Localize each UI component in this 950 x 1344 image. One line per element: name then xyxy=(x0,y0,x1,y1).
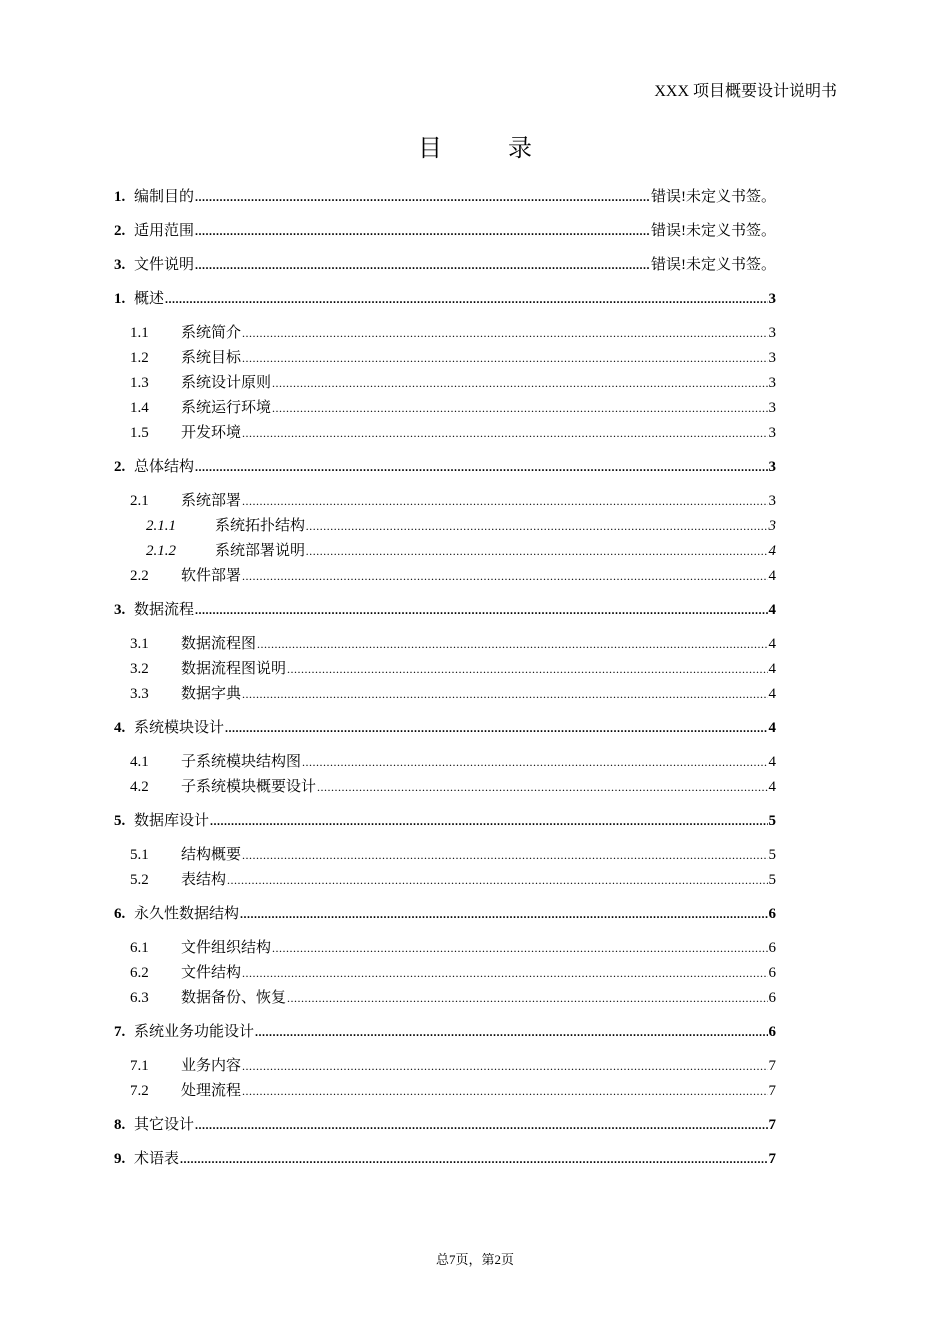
toc-dot-leader xyxy=(227,868,767,892)
toc-entry-title: 开发环境 xyxy=(181,425,242,441)
toc-dot-leader xyxy=(302,750,767,774)
toc-entry-page-number: 5 xyxy=(768,813,776,829)
toc-entry-title: 文件组织结构 xyxy=(181,940,272,956)
toc-entry[interactable] xyxy=(114,514,776,538)
toc-entry-page-number: 4 xyxy=(768,754,776,770)
toc-entry-title: 编制目的 xyxy=(134,189,195,205)
toc-entry-number: 2. xyxy=(114,223,126,239)
toc-entry-title: 数据流程 xyxy=(134,602,195,618)
toc-dot-leader xyxy=(242,1079,767,1103)
toc-entry-number: 3.1 xyxy=(130,636,149,652)
toc-entry-number: 5.2 xyxy=(130,872,149,888)
toc-entry-title: 表结构 xyxy=(181,872,227,888)
toc-entry-page-number: 3 xyxy=(768,291,776,307)
toc-entry[interactable] xyxy=(114,539,776,563)
toc-entry[interactable] xyxy=(114,750,776,774)
toc-entry-page-number: 5 xyxy=(768,872,776,888)
toc-dot-leader xyxy=(195,185,650,209)
toc-entry-page-number: 3 xyxy=(768,459,776,475)
toc-entry-title: 永久性数据结构 xyxy=(134,906,240,922)
toc-dot-leader xyxy=(242,421,767,445)
toc-entry[interactable] xyxy=(114,396,776,420)
toc-dot-leader xyxy=(242,843,767,867)
toc-entry-page-number: 4 xyxy=(768,602,776,618)
toc-title: 目 录 xyxy=(418,136,562,162)
toc-dot-leader xyxy=(287,986,767,1010)
toc-entry-title: 系统业务功能设计 xyxy=(134,1024,255,1040)
toc-dot-leader xyxy=(272,396,767,420)
toc-entry[interactable] xyxy=(114,371,776,395)
toc-entry-title: 数据流程图说明 xyxy=(181,661,287,677)
toc-entry[interactable] xyxy=(114,598,776,622)
toc-entry-title: 结构概要 xyxy=(181,847,242,863)
toc-entry-number: 2.1.2 xyxy=(146,543,176,559)
toc-entry[interactable] xyxy=(114,632,776,656)
toc-entry-page-number: 4 xyxy=(768,720,776,736)
toc-entry-number: 4. xyxy=(114,720,126,736)
toc-entry[interactable] xyxy=(114,843,776,867)
toc-entry-page-number: 错误!未定义书签。 xyxy=(651,257,776,273)
document-header-title: XXX 项目概要设计说明书 xyxy=(654,83,837,100)
toc-entry[interactable] xyxy=(114,775,776,799)
toc-entry-number: 3. xyxy=(114,602,126,618)
toc-dot-leader xyxy=(242,961,767,985)
toc-entry-page-number: 6 xyxy=(768,940,776,956)
toc-entry[interactable] xyxy=(114,902,776,926)
toc-entry-number: 4.2 xyxy=(130,779,149,795)
toc-entry-page-number: 3 xyxy=(768,493,776,509)
toc-entry-page-number: 7 xyxy=(768,1058,776,1074)
toc-dot-leader xyxy=(210,809,767,833)
toc-entry-number: 8. xyxy=(114,1117,126,1133)
toc-entry-page-number: 4 xyxy=(768,661,776,677)
toc-entry-page-number: 6 xyxy=(768,906,776,922)
toc-entry-title: 软件部署 xyxy=(181,568,242,584)
toc-entry[interactable] xyxy=(114,253,776,277)
toc-entry-title: 子系统模块概要设计 xyxy=(181,779,317,795)
toc-entry-page-number: 7 xyxy=(768,1117,776,1133)
toc-dot-leader xyxy=(242,346,767,370)
table-of-contents xyxy=(114,185,776,1171)
toc-entry[interactable] xyxy=(114,936,776,960)
toc-entry-page-number: 5 xyxy=(768,847,776,863)
toc-entry-number: 4.1 xyxy=(130,754,149,770)
toc-dot-leader xyxy=(287,657,767,681)
toc-entry-number: 2.2 xyxy=(130,568,149,584)
toc-entry-page-number: 7 xyxy=(768,1083,776,1099)
toc-entry-number: 7. xyxy=(114,1024,126,1040)
toc-entry[interactable] xyxy=(114,489,776,513)
toc-dot-leader xyxy=(195,219,650,243)
toc-dot-leader xyxy=(242,321,767,345)
toc-dot-leader xyxy=(306,539,767,563)
toc-entry-title: 子系统模块结构图 xyxy=(181,754,302,770)
toc-entry[interactable] xyxy=(114,1079,776,1103)
toc-entry-number: 1.1 xyxy=(130,325,149,341)
toc-dot-leader xyxy=(306,514,767,538)
toc-dot-leader xyxy=(195,455,767,479)
toc-entry-title: 术语表 xyxy=(134,1151,180,1167)
toc-entry-page-number: 3 xyxy=(768,325,776,341)
toc-entry-page-number: 3 xyxy=(768,518,776,534)
toc-entry-number: 6.3 xyxy=(130,990,149,1006)
toc-dot-leader xyxy=(272,936,767,960)
toc-entry-number: 6.2 xyxy=(130,965,149,981)
toc-entry-page-number: 4 xyxy=(768,543,776,559)
toc-entry-number: 1. xyxy=(114,291,126,307)
toc-entry-number: 5. xyxy=(114,813,126,829)
toc-entry-page-number: 6 xyxy=(768,1024,776,1040)
toc-entry[interactable] xyxy=(114,868,776,892)
toc-entry-number: 6. xyxy=(114,906,126,922)
toc-dot-leader xyxy=(195,598,767,622)
toc-entry-number: 5.1 xyxy=(130,847,149,863)
toc-entry-title: 系统目标 xyxy=(181,350,242,366)
toc-entry-title: 总体结构 xyxy=(134,459,195,475)
toc-entry-page-number: 4 xyxy=(768,636,776,652)
toc-entry-page-number: 7 xyxy=(768,1151,776,1167)
toc-dot-leader xyxy=(165,287,767,311)
toc-entry-title: 文件说明 xyxy=(134,257,195,273)
toc-entry-title: 数据流程图 xyxy=(181,636,257,652)
toc-dot-leader xyxy=(240,902,767,926)
toc-entry[interactable] xyxy=(114,1054,776,1078)
toc-entry-number: 1.3 xyxy=(130,375,149,391)
toc-entry[interactable] xyxy=(114,682,776,706)
toc-entry-page-number: 4 xyxy=(768,779,776,795)
toc-entry-title: 文件结构 xyxy=(181,965,242,981)
toc-entry-number: 1.2 xyxy=(130,350,149,366)
toc-entry-number: 2.1.1 xyxy=(146,518,176,534)
toc-entry-page-number: 3 xyxy=(768,400,776,416)
toc-entry[interactable] xyxy=(114,1020,776,1044)
toc-entry-title: 适用范围 xyxy=(134,223,195,239)
toc-entry[interactable] xyxy=(114,961,776,985)
toc-entry-title: 处理流程 xyxy=(181,1083,242,1099)
toc-entry-page-number: 6 xyxy=(768,990,776,1006)
toc-entry[interactable] xyxy=(114,346,776,370)
toc-entry-title: 系统设计原则 xyxy=(181,375,272,391)
toc-entry-number: 2. xyxy=(114,459,126,475)
toc-entry-title: 系统拓扑结构 xyxy=(215,518,306,534)
toc-entry-number: 7.2 xyxy=(130,1083,149,1099)
toc-entry-page-number: 4 xyxy=(768,686,776,702)
toc-entry[interactable] xyxy=(114,809,776,833)
toc-entry-number: 9. xyxy=(114,1151,126,1167)
toc-entry-title: 数据备份、恢复 xyxy=(181,990,287,1006)
toc-entry[interactable] xyxy=(114,657,776,681)
toc-dot-leader xyxy=(255,1020,767,1044)
toc-entry-number: 2.1 xyxy=(130,493,149,509)
toc-entry-title: 系统部署说明 xyxy=(215,543,306,559)
toc-entry[interactable] xyxy=(114,219,776,243)
toc-entry[interactable] xyxy=(114,287,776,311)
toc-dot-leader xyxy=(242,682,767,706)
toc-dot-leader xyxy=(272,371,767,395)
toc-entry-page-number: 错误!未定义书签。 xyxy=(651,223,776,239)
toc-entry[interactable] xyxy=(114,1147,776,1171)
toc-entry[interactable] xyxy=(114,564,776,588)
toc-entry-title: 系统简介 xyxy=(181,325,242,341)
toc-entry-title: 数据字典 xyxy=(181,686,242,702)
toc-entry[interactable] xyxy=(114,421,776,445)
toc-entry-number: 6.1 xyxy=(130,940,149,956)
page-footer: 总7页，第2页 xyxy=(435,1252,514,1267)
toc-entry-page-number: 4 xyxy=(768,568,776,584)
toc-entry-page-number: 3 xyxy=(768,350,776,366)
toc-entry[interactable] xyxy=(114,455,776,479)
toc-entry-page-number: 6 xyxy=(768,965,776,981)
toc-dot-leader xyxy=(195,1113,767,1137)
toc-entry[interactable] xyxy=(114,986,776,1010)
toc-dot-leader xyxy=(242,1054,767,1078)
toc-dot-leader xyxy=(242,489,767,513)
toc-entry-page-number: 3 xyxy=(768,375,776,391)
toc-entry-title: 概述 xyxy=(134,291,165,307)
toc-dot-leader xyxy=(225,716,767,740)
toc-entry-title: 系统部署 xyxy=(181,493,242,509)
toc-dot-leader xyxy=(317,775,767,799)
toc-dot-leader xyxy=(242,564,767,588)
toc-entry[interactable] xyxy=(114,1113,776,1137)
toc-entry-title: 系统模块设计 xyxy=(134,720,225,736)
toc-entry-title: 数据库设计 xyxy=(134,813,210,829)
toc-dot-leader xyxy=(180,1147,767,1171)
toc-entry-number: 1.4 xyxy=(130,400,149,416)
toc-dot-leader xyxy=(257,632,767,656)
toc-entry-number: 3.3 xyxy=(130,686,149,702)
toc-entry-page-number: 3 xyxy=(768,425,776,441)
toc-entry[interactable] xyxy=(114,716,776,740)
toc-entry-number: 3. xyxy=(114,257,126,273)
toc-entry[interactable] xyxy=(114,185,776,209)
toc-entry-title: 其它设计 xyxy=(134,1117,195,1133)
toc-entry-title: 业务内容 xyxy=(181,1058,242,1074)
toc-entry-number: 1. xyxy=(114,189,126,205)
toc-entry-page-number: 错误!未定义书签。 xyxy=(651,189,776,205)
toc-dot-leader xyxy=(195,253,650,277)
toc-entry-title: 系统运行环境 xyxy=(181,400,272,416)
toc-entry-number: 3.2 xyxy=(130,661,149,677)
toc-entry-number: 1.5 xyxy=(130,425,149,441)
toc-entry[interactable] xyxy=(114,321,776,345)
toc-entry-number: 7.1 xyxy=(130,1058,149,1074)
